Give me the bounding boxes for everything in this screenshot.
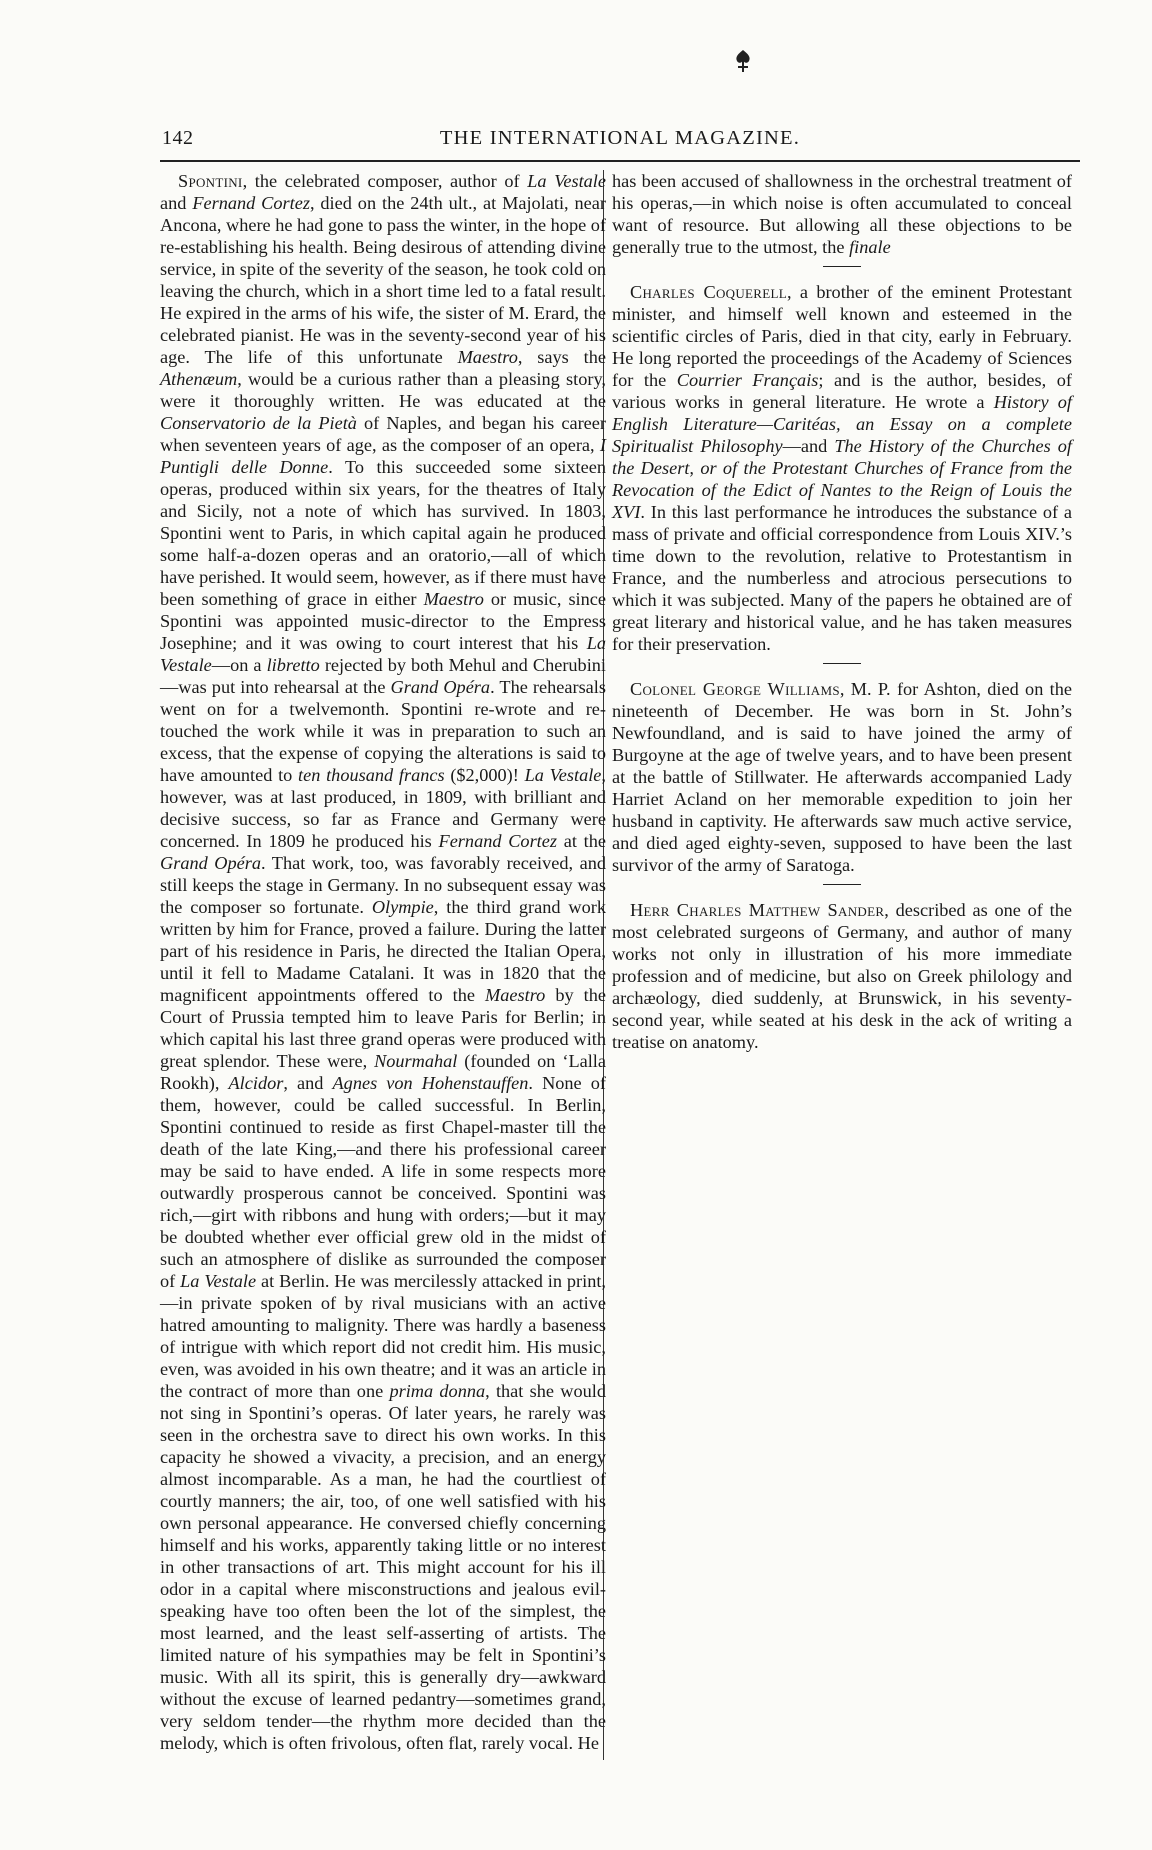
right-column [612,170,1072,1053]
fleuron-icon [732,48,754,74]
spontini-paragraph-continued: has been accused of shallowness in the orchestral treatment of his operas,—in which noise is often accumulated to conceal want of resource. But allowing all these objections to be generally true to the utmost, the finale [612,171,1072,257]
spontini-paragraph-1: Spontini, the celebrated composer, author of La Vestale and Fernand Cortez, died on the 24th ult., at Majolati, near Ancona, where he had gone to pass the winter, in the hope of re-establishing his health. Being desirous of attending divine service, in spite of the severity of the season, he took cold on leaving the church, which in a short time led to a fatal result. He expired in the arms of his wife, the sister of M. Erard, the celebrated pianist. He was in the seventy-second year of his age. The life of this unfortunate Maestro, says the Athenæum, would be a curious rather than a pleasing story, were it thoroughly written. He was educated at the Conservatorio de la Pietà of Naples, and began his career when seventeen years of age, as the composer of an opera, I Puntigli delle Donne. To this succeeded some sixteen operas, produced within six years, for the theatres of Italy and Sicily, not a note of which has survived. In 1803, Spontini went to Paris, in which capital again he produced some half-a-dozen operas and an oratorio,—all of which have perished. It would seem, however, as if there must have been something of grace in either Maestro or music, since Spontini was appointed music-director to the Empress Josephine; and it was owing to court interest that his La Vestale—on a libretto rejected by both Mehul and Cherubini—was put into rehearsal at the Grand Opéra. The rehearsals went on for a twelvemonth. Spontini re-wrote and re-touched the work while it was in preparation to such an excess, that the expense of copying the alterations is said to have amounted to ten thousand francs ($2,000)! La Vestale, however, was at last produced, in 1809, with brilliant and decisive success, so far as France and Germany were concerned. In 1809 he produced his Fernand Cortez at the Grand Opéra. That work, too, was favorably received, and still keeps the stage in Germany. In no subsequent essay was the composer so fortunate. Olympie, the third grand work written by him for France, proved a failure. During the latter part of his residence in Paris, he directed the Italian Opera, until it fell to Madame Catalani. It was in 1820 that the magnificent appointments offered to the Maestro by the Court of Prussia tempted him to leave Paris for Berlin; in which capital his last three grand operas were produced with great splendor. These were, Nourmahal (founded on ‘Lalla Rookh), Alcidor, and Agnes von Hohenstauffen. None of them, however, could be called successful. In Berlin, Spontini continued to reside as first Chapel-master till the death of the late King,—and there his professional career may be said to have ended. A life in some respects more outwardly prosperous cannot be conceived. Spontini was rich,—girt with ribbons and hung with orders;—but it may be doubted whether ever official grew old in the midst of such an atmosphere of dislike as surrounded the composer of La Vestale at Berlin. He was mercilessly attacked in print,—in private spoken of by rival musicians with an active hatred amounting to malignity. There was hardly a baseness of intrigue with which report did not credit him. His music, even, was avoided in his own theatre; and it was an article in the contract of more than one prima donna, that she would not sing in Spontini’s operas. Of later years, he rarely was seen in the orchestra save to direct his own works. In this capacity he showed a vivacity, a precision, and an energy almost incomparable. As a man, he had the courtliest of courtly manners; the air, too, of one well satisfied with his own personal appearance. He conversed chiefly concerning himself and his works, apparently taking little or no interest in other transactions of art. This might account for his ill odor in a capital where misconstructions and jealous evil-speaking have too often been the lot of the simplest, the most learned, and the least self-asserting of artists. The limited nature of his sympathies may be felt in Spontini’s music. With all its spirit, this is generally dry—awkward without the excuse of learned pedantry—sometimes grand, very seldom tender—the rhythm more decided than the melody, which is often frivolous, often flat, rarely vocal. He [160,171,607,1753]
page-header [160,125,1080,159]
header-rule [160,160,1080,162]
coquerell-name: Charles Coquerell [630,282,787,302]
section-separator [823,884,861,885]
sander-paragraph: Herr Charles Matthew Sander, described as one of the most celebrated surgeons of Germany, and author of many works not only in illustration of his more immediate profession and of medicine, but also on Greek philology and archæology, died suddenly, at Brunswick, in his seventy-second year, while seated at his desk in the ack of writing a treatise on anatomy. [612,900,1072,1052]
left-column [160,170,606,1754]
sander-name: Herr Charles Matthew Sander [630,900,885,920]
coquerell-paragraph: Charles Coquerell, a brother of the eminent Protestant minister, and himself well known and esteemed in the scientific circles of Paris, died in that city, early in February. He long reported the proceedings of the Academy of Sciences for the Courrier Français; and is the author, besides, of various works in general literature. He wrote a History of English Literature—Caritéas, an Essay on a complete Spiritualist Philosophy—and The History of the Churches of the Desert, or of the Protestant Churches of France from the Revocation of the Edict of Nantes to the Reign of Louis the XVI. In this last performance he introduces the substance of a mass of private and official correspondence from Louis XIV.’s time down to the revolution, relative to Protestantism in France, and the numberless and atrocious persecutions to which it was subjected. Many of the papers he obtained are of great literary and historical value, and he has taken measures for their preservation. [612,282,1073,654]
section-separator [823,663,861,664]
section-separator [823,266,861,267]
page-number: 142 [162,127,194,149]
williams-name: Colonel George Williams [630,679,840,699]
spontini-name: Spontini [178,171,243,191]
williams-paragraph: Colonel George Williams, M. P. for Ashton, died on the nineteenth of December. He was born in St. John’s Newfoundland, and is said to have joined the army of Burgoyne at the age of twelve years, and to have been present at the battle of Stillwater. He afterwards accompanied Lady Harriet Acland on her memorable expedition to join her husband in captivity. He afterwards saw much active service, and died aged eighty-seven, supposed to have been the last survivor of the army of Saratoga. [612,679,1072,875]
running-title: THE INTERNATIONAL MAGAZINE. [439,127,801,149]
